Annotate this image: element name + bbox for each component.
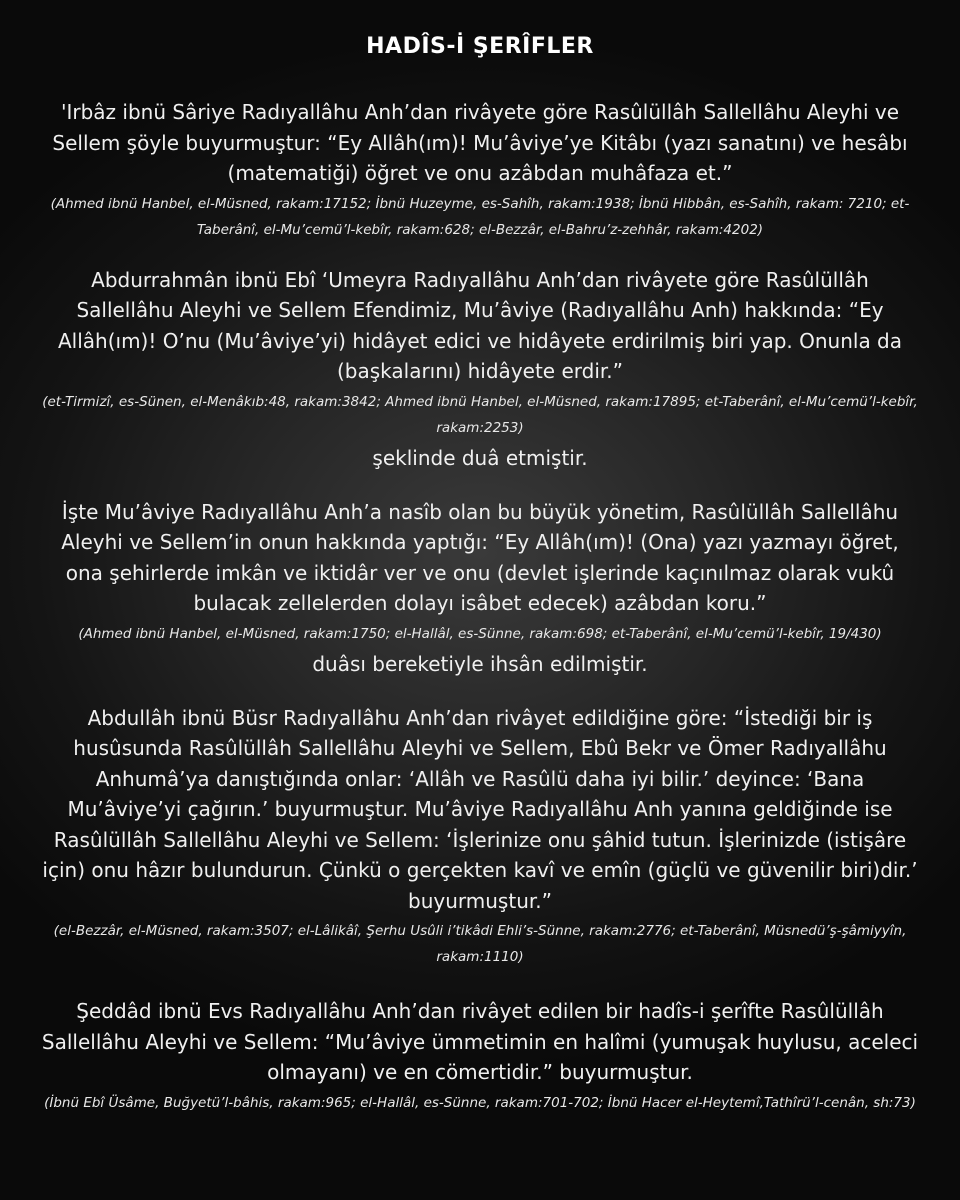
- hadith-text: Şeddâd ibnü Evs Radıyallâhu Anh’dan rivâyet edilen bir hadîs-i şerîfte Rasûlüllâh Sallellâhu Aleyhi ve Sellem: “Mu’âviye ümmetimin en halîmi (yumuşak huylusu, aceleci olmayanı) ve en cömertidir.” buyurmuştur.: [41, 999, 919, 1084]
- hadith-citation: (et-Tirmizî, es-Sünen, el-Menâkıb:48, rakam:3842; Ahmed ibnü Hanbel, el-Müsned, rakam:17895; et-Taberânî, el-Mu’cemü’l-kebîr, rakam:2253): [42, 393, 918, 436]
- document-page: [40, 34, 920, 1138]
- hadith-text: Abdullâh ibnü Büsr Radıyallâhu Anh’dan rivâyet edildiğine göre: “İstediği bir iş husûsunda Rasûlüllâh Sallellâhu Aleyhi ve Sellem, Ebû Bekr ve Ömer Radıyallâhu Anhumâ’ya danıştığında onlar: ‘Allâh ve Rasûlü daha iyi bilir.’ deyince: ‘Bana Mu’âviye’yi çağırın.’ buyurmuştur. Mu’âviye Radıyallâhu Anh yanına geldiğinde ise Rasûlüllâh Sallellâhu Aleyhi ve Sellem: ‘İşlerinize onu şâhid tutun. İşlerinizde (istişâre için) onu hâzır bulundurun. Çünkü o gerçekten kavî ve emîn (güçlü ve güvenilir biri)dir.’ buyurmuştur.”: [42, 705, 918, 913]
- hadith-section-3: [40, 497, 920, 679]
- page-title: HADÎS-İ ŞERÎFLER: [366, 34, 594, 59]
- hadith-tail-text: şeklinde duâ etmiştir.: [372, 445, 588, 470]
- hadith-citation: (Ahmed ibnü Hanbel, el-Müsned, rakam:17152; İbnü Huzeyme, es-Sahîh, rakam:1938; İbnü Hibbân, es-Sahîh, rakam: 7210; et-Taberânî, el-Mu’cemü’l-kebîr, rakam:628; el-Bezzâr, el-Bahru’z-zehhâr, rakam:4202): [50, 195, 910, 238]
- hadith-text: İşte Mu’âviye Radıyallâhu Anh’a nasîb olan bu büyük yönetim, Rasûlüllâh Sallellâhu Aleyhi ve Sellem’in onun hakkında yaptığı: “Ey Allâh(ım)! (Ona) yazı yazmayı öğret, ona şehirlerde imkân ve iktidâr ver ve onu (devlet işlerinde kaçınılmaz olarak vukû bulacak zellelerden dolayı isâbet edecek) azâbdan koru.”: [61, 499, 899, 615]
- hadith-tail-text: duâsı bereketiyle ihsân edilmiştir.: [312, 651, 648, 676]
- hadith-citation: (Ahmed ibnü Hanbel, el-Müsned, rakam:1750; el-Hallâl, es-Sünne, rakam:698; et-Taberânî, el-Mu’cemü’l-kebîr, 19/430): [78, 625, 882, 642]
- hadith-text: Abdurrahmân ibnü Ebî ‘Umeyra Radıyallâhu Anh’dan rivâyete göre Rasûlüllâh Sallellâhu Aleyhi ve Sellem Efendimiz, Mu’âviye (Radıyallâhu Anh) hakkında: “Ey Allâh(ım)! O’nu (Mu’âviye’yi) hidâyet edici ve hidâyete erdirilmiş biri yap. Onunla da (başkalarını) hidâyete erdir.”: [57, 267, 903, 383]
- hadith-text: 'Irbâz ibnü Sâriye Radıyallâhu Anh’dan rivâyete göre Rasûlüllâh Sallellâhu Aleyhi ve Sellem şöyle buyurmuştur: “Ey Allâh(ım)! Mu’âviye’ye Kitâbı (yazı sanatını) ve hesâbı (matematiği) öğret ve onu azâbdan muhâfaza et.”: [52, 100, 908, 185]
- hadith-citation: (el-Bezzâr, el-Müsned, rakam:3507; el-Lâlikâî, Şerhu Usûli i’tikâdi Ehli’s-Sünne, rakam:2776; et-Taberânî, Müsnedü’ş-şâmiyyîn, rakam:1110): [53, 923, 907, 965]
- hadith-section-4: [40, 703, 920, 971]
- hadith-section-1: [40, 97, 920, 243]
- hadith-citation: (İbnü Ebî Üsâme, Buğyetü’l-bâhis, rakam:965; el-Hallâl, es-Sünne, rakam:701-702; İbnü Hacer el-Heytemî,Tathîrü’l-cenân, sh:73): [44, 1094, 916, 1111]
- hadith-section-2: [40, 265, 920, 473]
- hadith-section-5: [40, 996, 920, 1116]
